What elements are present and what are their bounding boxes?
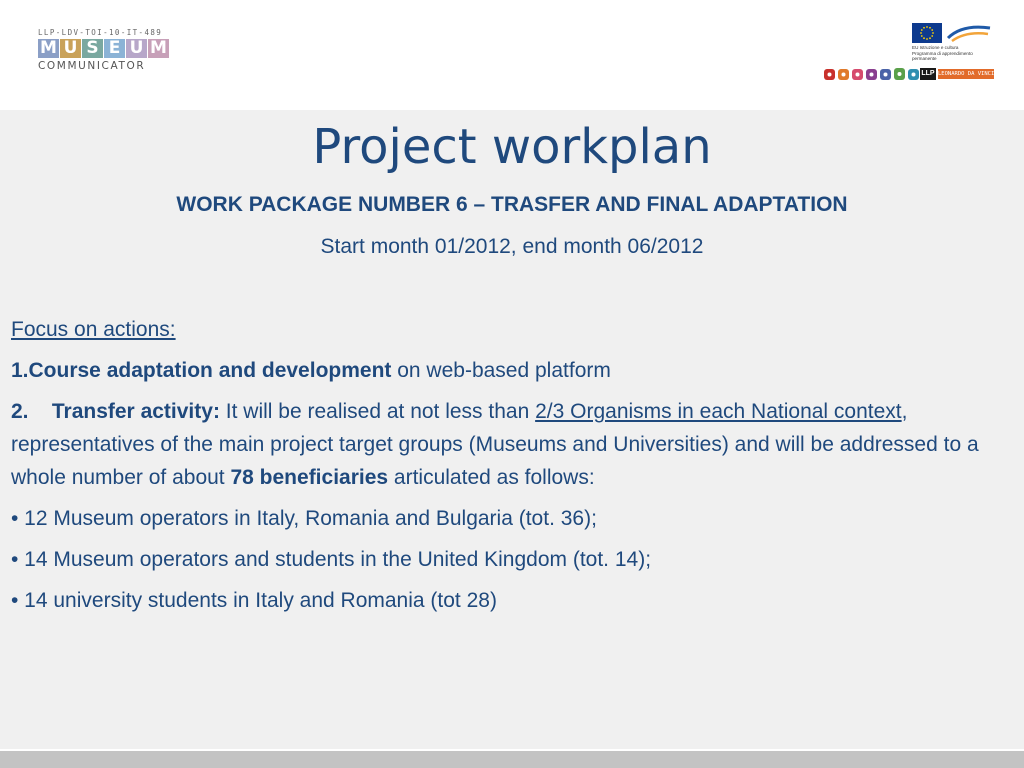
museum-letter: E: [104, 39, 125, 58]
eu-programme-text: EU Istruzione e cultura Programma di apprendimento permanente: [912, 45, 973, 62]
communicator-wordmark: COMMUNICATOR: [38, 60, 146, 72]
museum-letter: U: [60, 39, 81, 58]
museum-letter: M: [148, 39, 169, 58]
slide-subtitle: WORK PACKAGE NUMBER 6 – TRASFER AND FINAL ADAPTATION: [176, 193, 848, 216]
swoosh-icon: [946, 22, 992, 44]
focus-heading: Focus on actions:: [11, 318, 176, 341]
museum-letter: S: [82, 39, 103, 58]
museum-wordmark: [38, 39, 173, 58]
action-item-2-title: Transfer activity:: [51, 400, 220, 423]
action-item-1: [11, 354, 1014, 387]
leonardo-da-vinci-badge: LEONARDO DA VINCI: [938, 71, 994, 77]
footer-bar: [0, 751, 1024, 768]
project-code: LLP-LDV-TOI-10-IT-489: [38, 28, 163, 37]
bullet-item: • 14 university students in Italy and Romania (tot 28): [11, 589, 497, 612]
project-dates: Start month 01/2012, end month 06/2012: [320, 235, 704, 258]
eu-llp-logos: [822, 20, 997, 86]
bullet-item: • 12 Museum operators in Italy, Romania and Bulgaria (tot. 36);: [11, 507, 597, 530]
slide-body: [11, 313, 1014, 625]
eu-flag-icon: [912, 23, 942, 43]
action-item-2-underlined: 2/3 Organisms in each National context: [535, 400, 902, 423]
llp-badge: LLP: [920, 68, 936, 80]
bullet-item: • 14 Museum operators and students in the United Kingdom (tot. 14);: [11, 548, 652, 571]
beneficiaries-count: 78 beneficiaries: [230, 466, 389, 489]
slide-title: Project workplan: [312, 119, 712, 175]
museum-letter: U: [126, 39, 147, 58]
action-item-1-text: on web-based platform: [391, 359, 611, 382]
llp-logo-row: [822, 66, 997, 82]
museum-letter: M: [38, 39, 59, 58]
action-item-2: 2. Transfer activity: It will be realised at not less than 2/3 Organisms in each National context, representatives of the main project target groups (Museums and Universities) and will be addressed to a whole number of about 78 beneficiaries articulated as follows:: [11, 400, 979, 489]
action-item-1-title: 1.Course adaptation and development: [11, 359, 392, 382]
slide-header: [0, 0, 1024, 110]
action-item-2-number: 2.: [11, 400, 29, 423]
llp-spiral-icons: [824, 67, 920, 81]
museum-communicator-logo: [38, 28, 173, 78]
